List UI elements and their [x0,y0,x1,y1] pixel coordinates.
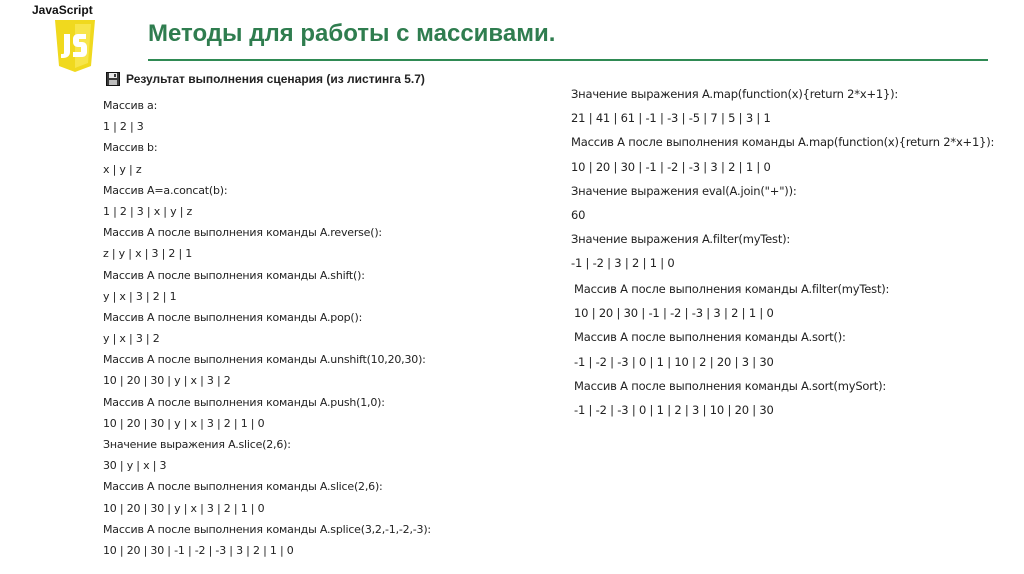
output-line: Значение выражения A.map(function(x){return 2*x+1}): [571,87,899,101]
output-line: -1 | -2 | -3 | 0 | 1 | 2 | 3 | 10 | 20 | 30 [574,402,774,417]
output-line: Массив A после выполнения команды A.slice(2,6): [103,480,383,494]
output-line: -1 | -2 | 3 | 2 | 1 | 0 [571,256,675,271]
output-line: Массив A=a.concat(b): [103,183,228,197]
panel-header [106,72,425,86]
output-line: Массив A после выполнения команды A.push(1,0): [103,395,385,409]
output-line: Значение выражения eval(A.join("+")): [571,183,797,198]
output-line: Значение выражения A.filter(myTest): [571,232,791,247]
title-divider [148,59,988,61]
right-output-column-top [571,82,994,276]
output-line: -1 | -2 | -3 | 0 | 1 | 10 | 2 | 20 | 3 | 30 [574,354,774,369]
output-line: Массив A после выполнения команды A.pop(): [103,310,363,324]
output-line: x | y | z [103,162,142,176]
output-line: 10 | 20 | 30 | -1 | -2 | -3 | 3 | 2 | 1 | 0 [574,306,774,321]
output-line: Массив A после выполнения команды A.unshift(10,20,30): [103,353,426,367]
output-line: Массив A после выполнения команды A.map(function(x){return 2*x+1}): [571,135,995,150]
output-line: 60 [571,207,586,222]
output-line: 30 | y | x | 3 [103,459,167,473]
output-line: Массив A после выполнения команды A.reverse(): [103,226,382,240]
panel-title: Результат выполнения сценария (из листинга 5.7) [126,72,425,86]
page-title: Методы для работы с массивами. [148,20,556,47]
output-line: 1 | 2 | 3 | x | y | z [103,204,193,218]
right-output-column-bottom [574,277,889,422]
output-line: Массив A после выполнения команды A.filter(myTest): [574,282,890,296]
output-line: 10 | 20 | 30 | y | x | 3 | 2 | 1 | 0 [103,501,265,515]
output-line: 10 | 20 | 30 | -1 | -2 | -3 | 3 | 2 | 1 | 0 [571,159,771,174]
left-output-column [103,95,431,561]
output-line: z | y | x | 3 | 2 | 1 [103,247,193,261]
output-line: 10 | 20 | 30 | y | x | 3 | 2 | 1 | 0 [103,416,265,430]
output-line: Массив A после выполнения команды A.sort(): [574,330,846,345]
output-line: Массив b: [103,141,158,155]
output-line: Массив A после выполнения команды A.sort(mySort): [574,378,887,393]
output-line: Массив A после выполнения команды A.splice(3,2,-1,-2,-3): [103,522,431,536]
js-shield-icon [52,20,98,72]
output-line: 10 | 20 | 30 | -1 | -2 | -3 | 3 | 2 | 1 | 0 [103,543,294,557]
output-line: y | x | 3 | 2 [103,332,160,346]
output-line: 1 | 2 | 3 [103,120,144,134]
output-line: y | x | 3 | 2 | 1 [103,289,177,303]
output-line: Значение выражения A.slice(2,6): [103,438,291,451]
output-line: Массив a: [103,99,158,112]
output-line: Массив A после выполнения команды A.shift(): [103,268,365,282]
logo-label: JavaScript [32,3,93,17]
output-line: 21 | 41 | 61 | -1 | -3 | -5 | 7 | 5 | 3 | 1 [571,111,771,126]
floppy-disk-icon [106,72,120,86]
output-line: 10 | 20 | 30 | y | x | 3 | 2 [103,374,231,388]
